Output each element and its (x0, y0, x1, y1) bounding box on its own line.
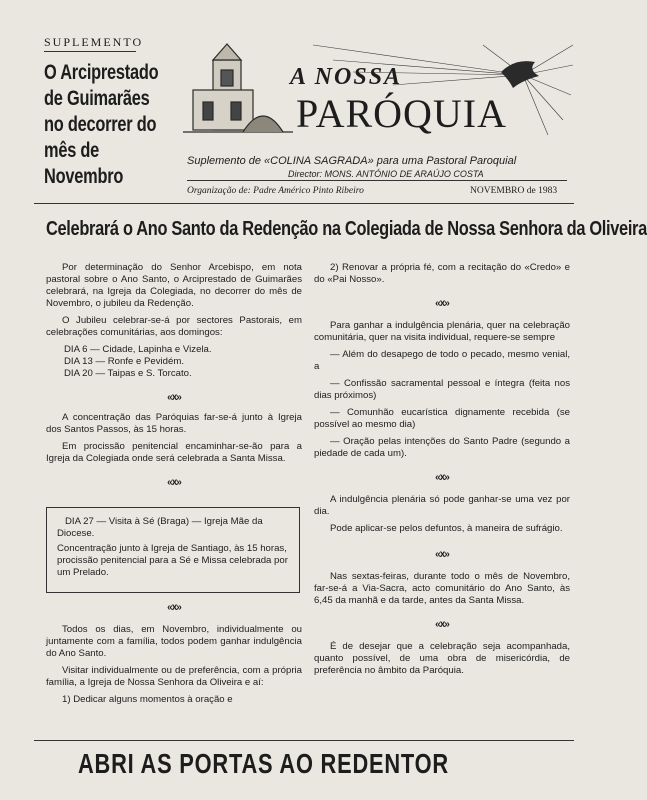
side-title: O Arciprestado de Guimarães no decorrer do mês de Novembro (44, 61, 159, 188)
list-item: — Confissão sacramental pessoal e íntegra (feita nos dias próximos) (314, 378, 570, 401)
paragraph: O Jubileu celebrar-se-á por sectores Pastorais, em celebrações comunitárias, aos domingos: (46, 315, 302, 338)
separator-ornament: «x» (167, 602, 181, 613)
list-item: — Além do desapego de todo o pecado, mesmo venial, a (314, 349, 570, 372)
box-text: Concentração junto à Igreja de Santiago, às 15 horas, procissão penitencial para a Sé e Missa celebrada por um Prelado. (57, 543, 288, 578)
masthead-title: A NOSSA (290, 64, 403, 90)
left-column-bottom (46, 602, 302, 711)
separator-ornament: «x» (435, 298, 449, 309)
paragraph: A indulgência plenária só pode ganhar-se uma vez por dia. (314, 494, 570, 517)
article-headline: Celebrará o Ano Santo da Redenção na Colegiada de Nossa Senhora da Oliveira (46, 218, 647, 240)
box-heading: DIA 27 — Visita à Sé (Braga) — Igreja Mãe da Diocese. (57, 516, 263, 539)
paragraph: 2) Renovar a própria fé, com a recitação do «Credo» e do «Pai Nosso». (314, 262, 570, 285)
footer-divider (34, 740, 574, 741)
separator-ornament: «x» (167, 477, 181, 488)
list-item: DIA 20 — Taipas e S. Torcato. (64, 368, 192, 379)
dove-icon (501, 61, 539, 88)
list-item: — Comunhão eucarística dignamente recebida (se possível ao mesmo dia) (314, 407, 570, 430)
paragraph: Pode aplicar-se pelos defuntos, à maneira de sufrágio. (330, 523, 563, 534)
list-item: — Oração pelas intenções do Santo Padre (segundo a piedade de cada um). (314, 436, 570, 459)
separator-ornament: «x» (435, 619, 449, 630)
paragraph: Nas sextas-feiras, durante todo o mês de Novembro, far-se-á a Via-Sacra, acto comunitário do Ano Santo, às 6,45 da manhã e da tarde, antes da Santa Missa. (314, 571, 570, 606)
masthead-tagline: Suplemento de «COLINA SAGRADA» para uma Pastoral Paroquial (187, 155, 517, 167)
issue-date: NOVEMBRO de 1983 (470, 186, 558, 196)
right-column (314, 262, 570, 682)
left-column-top (46, 262, 302, 489)
paragraph: A concentração das Paróquias far-se-á junto à Igreja dos Santos Passos, às 15 horas. (46, 412, 302, 435)
paragraph: 1) Dedicar alguns momentos à oração e (62, 694, 233, 705)
director-line: Director: MONS. ANTÓNIO DE ARAÚJO COSTA (288, 169, 484, 179)
separator-ornament: «x» (167, 392, 181, 403)
paragraph: Para ganhar a indulgência plenária, quer na celebração comunitária, quer na visita individual, requere-se sempre (314, 320, 570, 343)
masthead-subtitle: PARÓQUIA (296, 91, 508, 136)
separator-ornament: «x» (435, 472, 449, 483)
supplement-rule (44, 51, 136, 52)
paragraph: Por determinação do Senhor Arcebispo, em nota pastoral sobre o Ano Santo, o Arciprestado de Guimarães celebrará, na Igreja da Colegiada, no decorrer do mês de Novembro, o jubileu da Redenção. (46, 262, 302, 309)
paragraph: Todos os dias, em Novembro, individualmente ou juntamente com a família, todos podem ganhar indulgência do Ano Santo. (46, 624, 302, 659)
paragraph: Em procissão penitencial encaminhar-se-ão para a Igreja da Colegiada onde será celebrada a Santa Missa. (46, 441, 302, 464)
highlight-box (46, 507, 300, 593)
footer-slogan: ABRI AS PORTAS AO REDENTOR (78, 748, 449, 779)
supplement-label: SUPLEMENTO (44, 35, 144, 49)
header-divider (34, 203, 574, 204)
list-item: DIA 6 — Cidade, Lapinha e Vizela. (64, 344, 212, 355)
church-icon (183, 44, 293, 132)
masthead-rule (187, 180, 567, 181)
paragraph: É de desejar que a celebração seja acompanhada, quanto possível, de uma obra de misericórdia, de preferência no âmbito da Paróquia. (314, 641, 570, 676)
list-item: DIA 13 — Ronfe e Pevidém. (64, 356, 184, 367)
separator-ornament: «x» (435, 549, 449, 560)
organizer-line: Organização de: Padre Américo Pinto Ribeiro (187, 186, 364, 196)
paragraph: Visitar individualmente ou de preferência, com a própria família, a Igreja de Nossa Senhora da Oliveira e aí: (46, 665, 302, 688)
